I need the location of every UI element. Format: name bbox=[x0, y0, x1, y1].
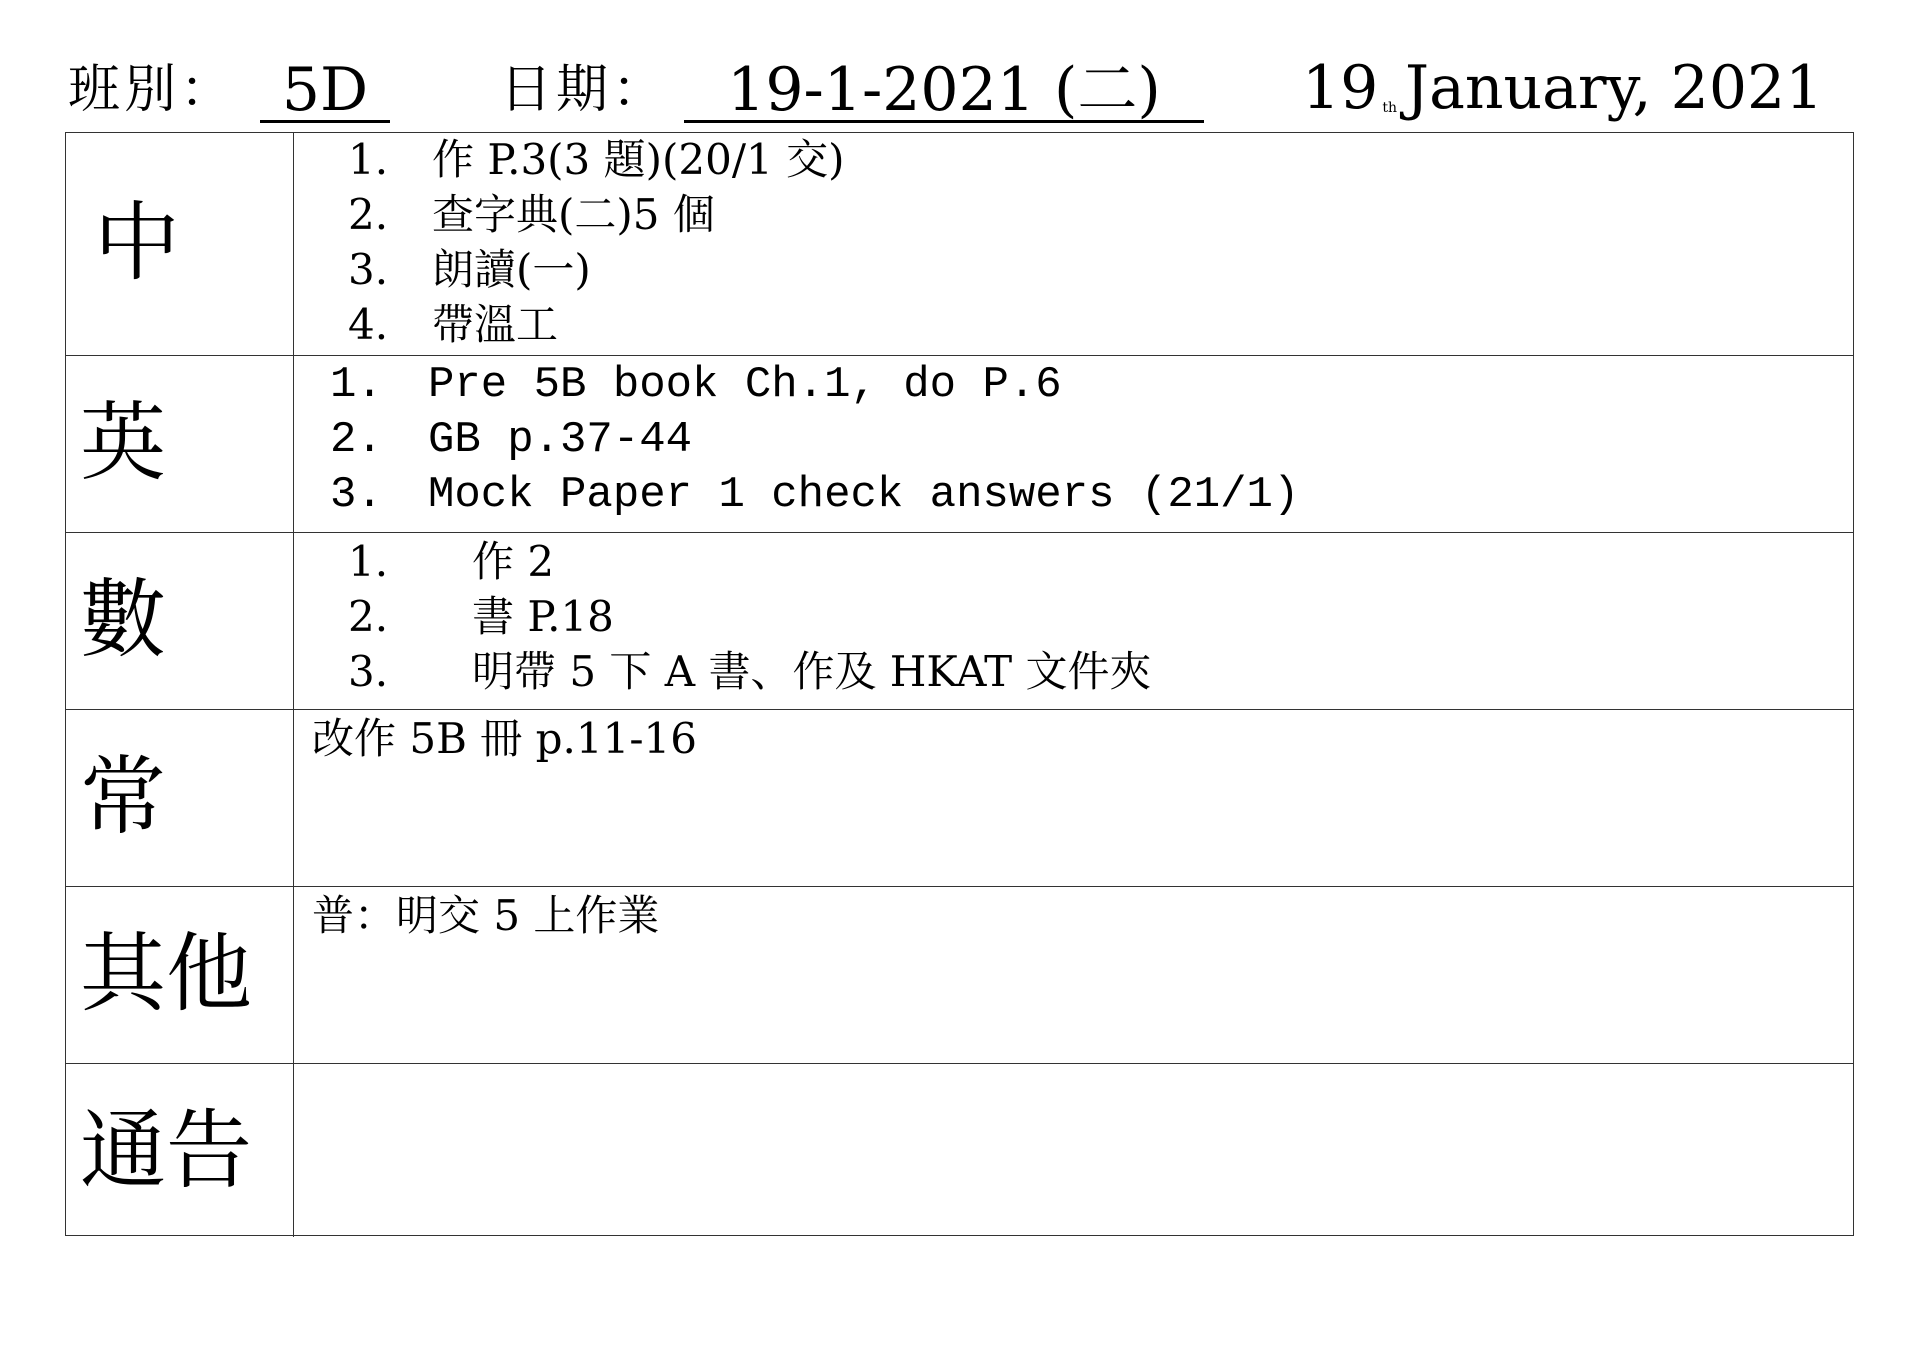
item-text: 查字典(二)5 個 bbox=[432, 190, 715, 239]
content-cell-general-studies bbox=[294, 710, 1853, 886]
homework-table bbox=[65, 132, 1854, 1236]
subject-others: 其他 bbox=[80, 924, 252, 1024]
item-text: 作 P.3(3 題)(20/1 交) bbox=[432, 135, 845, 184]
row-general-studies bbox=[66, 709, 1853, 886]
row-english bbox=[66, 355, 1853, 532]
item-number: 1. bbox=[348, 135, 389, 184]
item-number: 3. bbox=[348, 647, 389, 696]
subject-notices: 通告 bbox=[80, 1101, 252, 1201]
subject-general-studies: 常 bbox=[80, 747, 166, 847]
content-cell-others bbox=[294, 887, 1853, 1063]
subject-cell-chinese bbox=[66, 133, 294, 355]
row-chinese bbox=[66, 133, 1853, 355]
item-text: 普：明交 5 上作業 bbox=[312, 891, 660, 940]
row-maths bbox=[66, 532, 1853, 709]
date-underline bbox=[684, 120, 1204, 123]
item-text: 帶溫工 bbox=[432, 300, 559, 349]
subject-cell-notices bbox=[66, 1064, 294, 1237]
content-cell-english bbox=[294, 356, 1853, 532]
item-text: 明帶 5 下 A 書、作及 HKAT 文件夾 bbox=[472, 647, 1152, 696]
subject-cell-english bbox=[66, 356, 294, 532]
class-underline bbox=[260, 120, 390, 123]
row-others bbox=[66, 886, 1853, 1063]
content-cell-maths bbox=[294, 533, 1853, 709]
item-number: 3. bbox=[348, 245, 389, 294]
item-number: 2. bbox=[348, 592, 389, 641]
english-date bbox=[1302, 53, 1824, 123]
item-text: 改作 5B 冊 p.11-16 bbox=[312, 714, 697, 763]
subject-cell-others bbox=[66, 887, 294, 1063]
subject-maths: 數 bbox=[80, 570, 166, 670]
english-date-suffix: th bbox=[1382, 100, 1398, 116]
subject-chinese: 中 bbox=[94, 193, 180, 293]
item-text: Pre 5B book Ch.1, do P.6 bbox=[428, 360, 1062, 410]
row-notices bbox=[66, 1063, 1853, 1237]
subject-cell-maths bbox=[66, 533, 294, 709]
page-header bbox=[0, 0, 1920, 130]
item-text: 朗讀(一) bbox=[432, 245, 591, 294]
item-number: 4. bbox=[348, 300, 389, 349]
item-text: GB p.37-44 bbox=[428, 415, 693, 465]
item-number: 3. bbox=[330, 470, 383, 520]
class-value: 5D bbox=[281, 55, 369, 125]
english-date-day: 19 bbox=[1302, 53, 1379, 123]
content-cell-chinese bbox=[294, 133, 1853, 355]
date-value: 19-1-2021 (二) bbox=[727, 55, 1161, 125]
item-text: 作 2 bbox=[472, 537, 555, 586]
item-number: 1. bbox=[348, 537, 389, 586]
date-label: 日期： bbox=[500, 60, 669, 120]
content-cell-notices bbox=[294, 1064, 1853, 1237]
subject-cell-general-studies bbox=[66, 710, 294, 886]
class-label: 班別： bbox=[68, 60, 237, 120]
english-date-rest: January, 2021 bbox=[1405, 53, 1824, 123]
item-text: Mock Paper 1 check answers (21/1) bbox=[428, 470, 1300, 520]
item-number: 2. bbox=[330, 415, 383, 465]
item-number: 1. bbox=[330, 360, 383, 410]
subject-english: 英 bbox=[80, 393, 166, 493]
item-number: 2. bbox=[348, 190, 389, 239]
item-text: 書 P.18 bbox=[472, 592, 614, 641]
